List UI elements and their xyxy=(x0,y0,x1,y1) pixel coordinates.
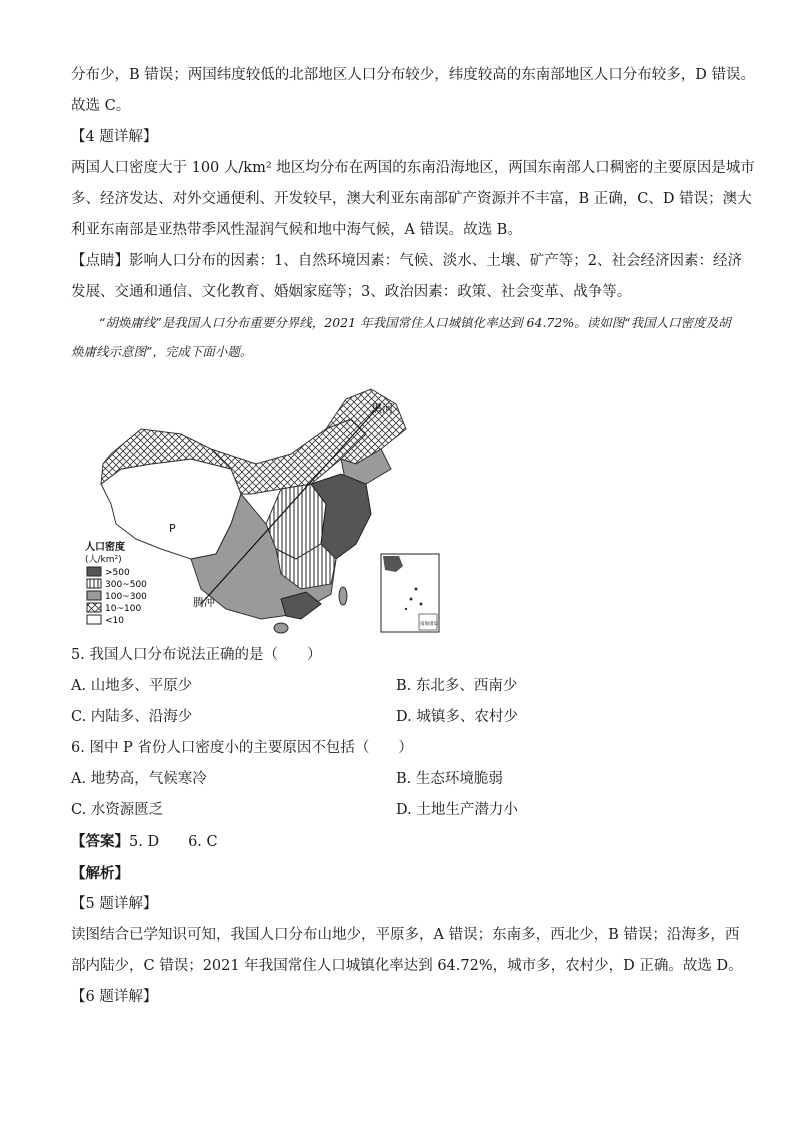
dianjing-line: 【点睛】影响人口分布的因素：1、自然环境因素：气候、淡水、土壤、矿产等；2、社会经济因素：经济 xyxy=(71,253,742,269)
answer-text: 5. D 6. C xyxy=(129,834,218,850)
q5-heading: 【5 题详解】 xyxy=(71,896,158,912)
answer-line xyxy=(71,826,731,858)
dianjing-line: 发展、交通和通信、文化教育、婚姻家庭等；3、政治因素：政策、社会变革、战争等。 xyxy=(71,284,632,300)
label-heihe: 黑河 xyxy=(371,402,393,415)
q6-option-b: B. 生态环境脆弱 xyxy=(396,771,503,787)
q5-options-row-1 xyxy=(71,671,731,702)
legend-label: 100~300 xyxy=(105,592,147,602)
q5-option-b: B. 东北多、西南少 xyxy=(396,678,518,694)
text-line: 故选 C。 xyxy=(71,98,131,114)
legend-label: 10~100 xyxy=(105,604,142,614)
text-line: 分布少，B 错误；两国纬度较低的北部地区人口分布较少，纬度较高的东南部地区人口分布较多，D 错误。 xyxy=(71,67,755,83)
text-line: 利亚东南部是亚热带季风性湿润气候和地中海气候，A 错误。故选 B。 xyxy=(71,222,522,238)
legend-title: 人口密度 xyxy=(85,542,125,553)
jiexi-heading: 【解析】 xyxy=(71,865,129,882)
answer-tag: 【答案】 xyxy=(71,833,129,850)
legend-swatch-500 xyxy=(87,567,101,576)
q6-option-a: A. 地势高，气候寒冷 xyxy=(71,771,207,787)
map-hainan xyxy=(274,623,288,633)
inset-island xyxy=(410,598,413,601)
q6-option-d: D. 土地生产潜力小 xyxy=(396,802,518,818)
legend-label: <10 xyxy=(105,616,124,626)
legend-unit: (人/km²) xyxy=(85,555,122,565)
q4-heading: 【4 题详解】 xyxy=(71,129,158,145)
q6-heading: 【6 题详解】 xyxy=(71,989,158,1005)
legend-swatch-300-500 xyxy=(87,579,101,588)
label-tengchong: 腾冲 xyxy=(193,596,215,609)
q5-options-row-2 xyxy=(71,702,731,733)
china-map-svg xyxy=(81,374,441,634)
q6-options-row-2 xyxy=(71,795,731,826)
text-line: 两国人口密度大于 100 人/km² 地区均分布在两国的东南沿海地区，两国东南部人口稠密的主要原因是城市 xyxy=(71,160,755,176)
intro-paragraph: “胡焕庸线”是我国人口分布重要分界线，2021 年我国常住人口城镇化率达到 64.72%。读如图“我国人口密度及胡焕庸线示意图”，完成下面小题。 xyxy=(71,315,731,359)
label-p: P xyxy=(169,522,176,535)
q6-stem: 6. 图中 P 省份人口密度小的主要原因不包括（ ） xyxy=(71,740,413,756)
legend-swatch-10 xyxy=(87,615,101,624)
q5-option-d: D. 城镇多、农村少 xyxy=(396,709,518,725)
q5-option-c: C. 内陆多、沿海少 xyxy=(71,709,193,725)
text-line: 多、经济发达、对外交通便利、开发较早，澳大利亚东南部矿产资源并不丰富，B 正确，C、D 错误；澳大 xyxy=(71,191,752,207)
population-density-map xyxy=(81,374,441,634)
inset-label: 南海诸岛 xyxy=(420,622,438,627)
q5-stem: 5. 我国人口分布说法正确的是（ ） xyxy=(71,647,322,663)
q6-options-row-1 xyxy=(71,764,731,795)
text-line: 部内陆少，C 错误；2021 年我国常住人口城镇化率达到 64.72%，城市多，农村少，D 正确。故选 D。 xyxy=(71,958,743,974)
q5-option-a: A. 山地多、平原少 xyxy=(71,678,193,694)
inset-island xyxy=(420,603,423,606)
inset-island xyxy=(405,608,407,610)
document-page xyxy=(71,60,755,1013)
legend-label: >500 xyxy=(105,568,130,578)
legend-swatch-10-100 xyxy=(87,603,101,612)
q6-option-c: C. 水资源匮乏 xyxy=(71,802,164,818)
legend-swatch-100-300 xyxy=(87,591,101,600)
legend-label: 300~500 xyxy=(105,580,147,590)
map-taiwan xyxy=(339,587,347,605)
text-line: 读图结合已学知识可知，我国人口分布山地少，平原多，A 错误；东南多，西北少，B 错误；沿海多，西 xyxy=(71,927,740,943)
inset-island xyxy=(415,588,418,591)
